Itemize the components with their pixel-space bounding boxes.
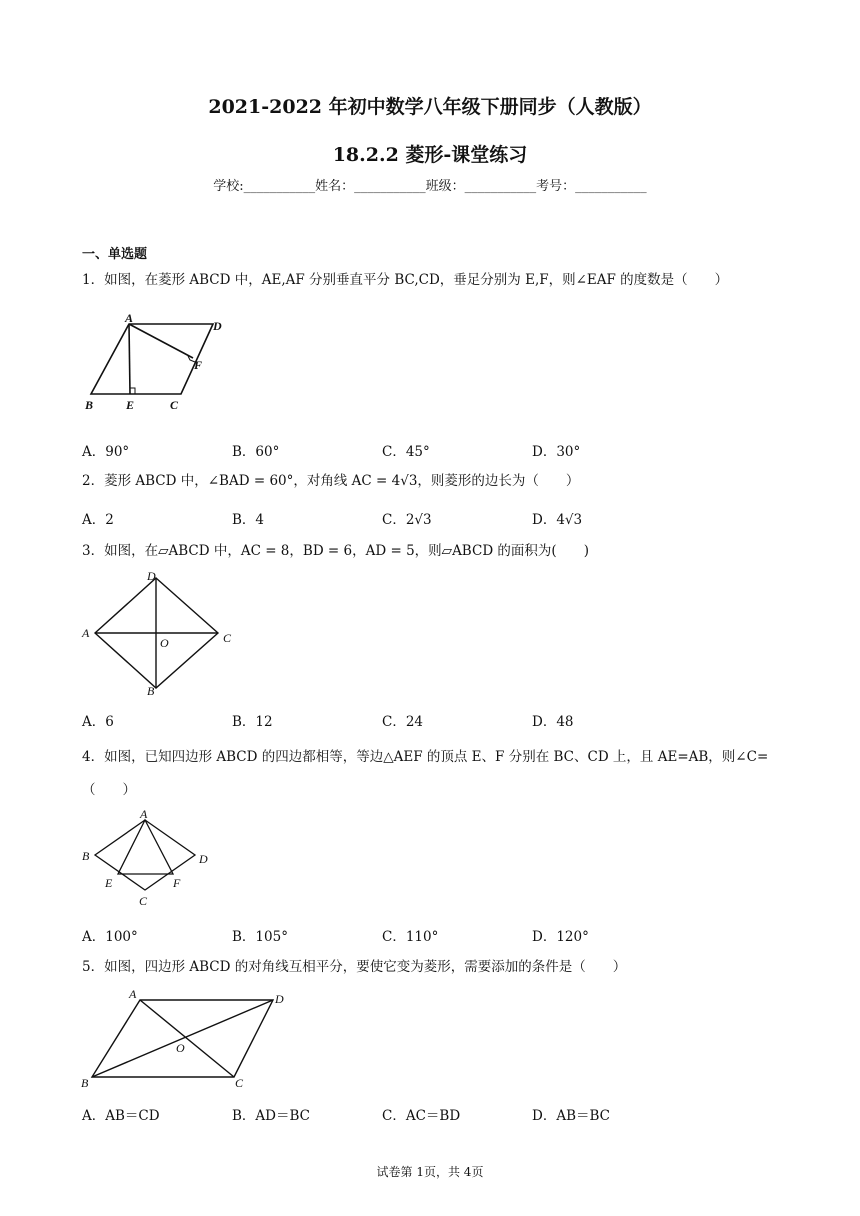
page-subtitle: 18.2.2 菱形-课堂练习 bbox=[332, 144, 528, 166]
figure-label: A bbox=[125, 311, 134, 325]
question-4-option-b: B．105° bbox=[232, 929, 288, 945]
figure-label: B bbox=[82, 849, 90, 863]
question-4-option-d: D．120° bbox=[532, 929, 589, 945]
question-5-stem: 5．如图，四边形 ABCD 的对角线互相平分，要使它变为菱形，需要添加的条件是（ ） bbox=[82, 959, 627, 975]
question-3-option-c: C．24 bbox=[382, 714, 424, 730]
question-3-option-a: A．6 bbox=[82, 714, 114, 730]
figure-label: A bbox=[82, 626, 90, 640]
diagonal-ac bbox=[140, 1000, 234, 1077]
segment-af bbox=[129, 324, 193, 358]
figure-label: D bbox=[213, 319, 222, 333]
student-info-line: 学校:___________姓名：___________班级：___________考号：___________ bbox=[213, 179, 647, 194]
question-5-option-b: B．AD＝BC bbox=[232, 1108, 310, 1124]
question-5-figure bbox=[80, 986, 290, 1092]
question-5-option-d: D．AB＝BC bbox=[532, 1108, 610, 1124]
question-1-option-b: B．60° bbox=[232, 444, 280, 460]
question-4-figure bbox=[80, 808, 220, 908]
question-3-option-d: D．48 bbox=[532, 714, 574, 730]
question-3-figure bbox=[80, 568, 240, 698]
question-2-option-c: C．2√3 bbox=[382, 512, 432, 528]
question-1-stem: 1．如图，在菱形 ABCD 中，AE,AF 分别垂直平分 BC,CD，垂足分别为 E,F，则∠EAF 的度数是（ ） bbox=[82, 272, 729, 288]
figure-label: D bbox=[275, 992, 284, 1006]
figure-label: O bbox=[176, 1041, 185, 1055]
question-4-option-a: A．100° bbox=[82, 929, 138, 945]
question-5-option-a: A．AB＝CD bbox=[82, 1108, 160, 1124]
question-2-option-b: B．4 bbox=[232, 512, 265, 528]
figure-label: A bbox=[129, 987, 137, 1001]
question-1-figure bbox=[82, 312, 222, 417]
question-2-stem: 2．菱形 ABCD 中，∠BAD = 60°，对角线 AC = 4√3，则菱形的边长为（ ） bbox=[82, 473, 580, 489]
figure-label: E bbox=[105, 876, 113, 890]
question-4-stem: 4．如图，已知四边形 ABCD 的四边都相等，等边△AEF 的顶点 E、F 分别在 BC、CD 上，且 AE=AB，则∠C=（ ） bbox=[82, 749, 769, 798]
question-3-option-b: B．12 bbox=[232, 714, 273, 730]
question-4-option-c: C．110° bbox=[382, 929, 439, 945]
figure-label: B bbox=[81, 1076, 89, 1090]
question-2-option-a: A．2 bbox=[82, 512, 114, 528]
figure-label: F bbox=[173, 876, 181, 890]
figure-label: B bbox=[147, 684, 155, 698]
figure-label: D bbox=[147, 569, 156, 583]
page-footer: 试卷第 1页，共 4页 bbox=[376, 1165, 484, 1179]
question-1-option-a: A．90° bbox=[82, 444, 130, 460]
figure-label: C bbox=[170, 398, 179, 412]
figure-label: O bbox=[160, 636, 169, 650]
figure-label: A bbox=[140, 807, 148, 821]
question-3-stem: 3．如图，在▱ABCD 中，AC = 8，BD = 6，AD = 5，则▱ABCD 的面积为( ) bbox=[82, 543, 589, 559]
figure-label: F bbox=[194, 358, 203, 372]
question-1-option-d: D．30° bbox=[532, 444, 581, 460]
diagonal-bd bbox=[92, 1000, 273, 1077]
question-5-option-c: C．AC＝BD bbox=[382, 1108, 461, 1124]
figure-label: C bbox=[235, 1076, 244, 1090]
question-2-option-d: D．4√3 bbox=[532, 512, 583, 528]
figure-label: D bbox=[199, 852, 208, 866]
figure-label: E bbox=[126, 398, 135, 412]
segment-ae bbox=[129, 324, 130, 394]
figure-label: C bbox=[139, 894, 148, 908]
question-1-option-c: C．45° bbox=[382, 444, 430, 460]
figure-label: C bbox=[223, 631, 232, 645]
section-heading: 一、单选题 bbox=[82, 247, 148, 262]
page-title: 2021-2022 年初中数学八年级下册同步（人教版） bbox=[208, 96, 652, 118]
figure-label: B bbox=[85, 398, 94, 412]
equilateral-triangle-aef bbox=[118, 820, 173, 874]
